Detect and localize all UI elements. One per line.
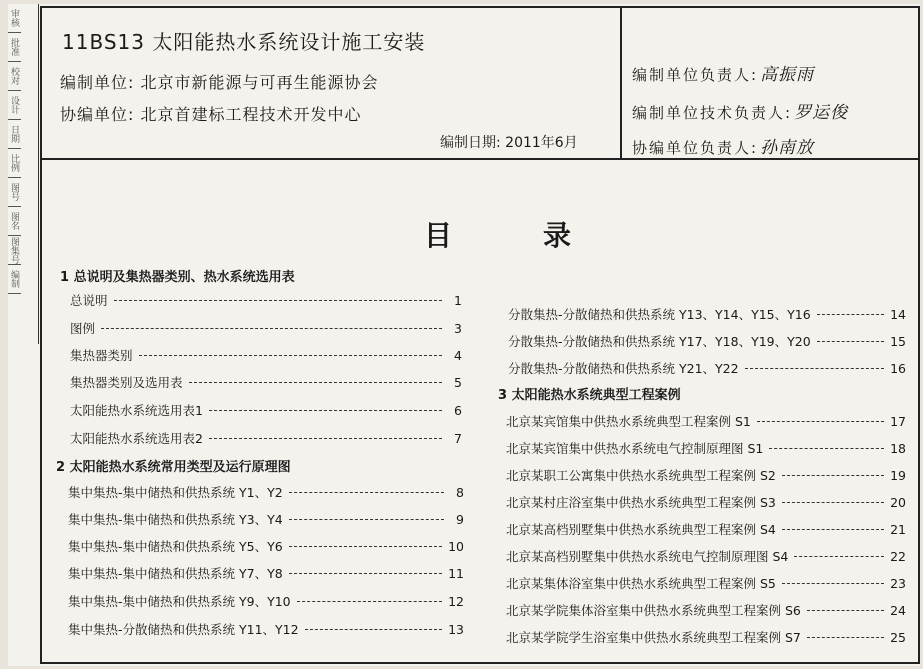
toc-entry-title: 集中集热-集中储热和供热系统 Y3、Y4 bbox=[68, 512, 283, 527]
toc-entry-page: 9 bbox=[456, 511, 464, 527]
person-row bbox=[632, 60, 814, 85]
toc-entry[interactable] bbox=[506, 546, 906, 566]
toc-entry-title: 北京某村庄浴室集中供热水系统典型工程案例 S3 bbox=[506, 495, 776, 510]
toc-entry-page: 14 bbox=[890, 306, 906, 322]
margin-label: 校对 bbox=[8, 62, 21, 91]
margin-label: 日期 bbox=[8, 120, 21, 149]
toc-entry-page: 4 bbox=[454, 347, 462, 363]
toc-entry[interactable] bbox=[68, 563, 464, 583]
signature: 高振雨 bbox=[760, 65, 815, 85]
toc-entry-page: 22 bbox=[890, 548, 906, 564]
co-edit-unit: 协编单位: 北京首建标工程技术开发中心 bbox=[60, 105, 362, 124]
toc-entry-title: 总说明 bbox=[70, 293, 108, 308]
person-row bbox=[632, 133, 814, 158]
toc-entry-title: 分散集热-分散储热和供热系统 Y21、Y22 bbox=[508, 361, 739, 376]
leader-dots bbox=[817, 341, 884, 342]
toc-entry-page: 24 bbox=[890, 602, 906, 618]
margin-label: 图集号 bbox=[9, 236, 19, 264]
toc-entry-page: 7 bbox=[454, 430, 462, 446]
toc-entry-title: 集热器类别 bbox=[70, 348, 133, 363]
toc-entry-title: 集中集热-集中储热和供热系统 Y1、Y2 bbox=[68, 485, 283, 500]
toc-entry[interactable] bbox=[68, 619, 464, 639]
toc-entry[interactable] bbox=[506, 465, 906, 485]
toc-entry-title: 太阳能热水系统选用表2 bbox=[70, 431, 203, 446]
toc-entry-page: 10 bbox=[448, 538, 464, 554]
toc-entry[interactable] bbox=[506, 411, 906, 431]
leader-dots bbox=[807, 610, 884, 611]
signature: 孙南放 bbox=[760, 138, 815, 158]
section-heading: 1 总说明及集热器类别、热水系统选用表 bbox=[60, 270, 295, 285]
person-role: 协编单位负责人: bbox=[632, 139, 759, 157]
person-row bbox=[632, 98, 848, 123]
toc-entry-page: 12 bbox=[448, 593, 464, 609]
toc-entry-page: 16 bbox=[890, 360, 906, 376]
toc-entry-page: 1 bbox=[454, 292, 462, 308]
toc-entry[interactable] bbox=[68, 591, 464, 611]
toc-entry-title: 图例 bbox=[70, 321, 96, 336]
binding-margin bbox=[8, 4, 39, 344]
toc-entry-title: 集中集热-集中储热和供热系统 Y7、Y8 bbox=[68, 566, 283, 581]
person-role: 编制单位负责人: bbox=[632, 66, 759, 84]
leader-dots bbox=[782, 502, 884, 503]
margin-label: 设计 bbox=[8, 91, 21, 120]
toc-entry[interactable] bbox=[508, 358, 906, 378]
toc-entry-page: 21 bbox=[890, 521, 906, 537]
leader-dots bbox=[807, 637, 884, 638]
leader-dots bbox=[189, 382, 442, 383]
person-role: 编制单位技术负责人: bbox=[632, 104, 793, 122]
leader-dots bbox=[114, 300, 442, 301]
toc-entry-title: 集中集热-分散储热和供热系统 Y11、Y12 bbox=[68, 622, 299, 637]
toc-entry[interactable] bbox=[68, 482, 464, 502]
margin-label: 批准 bbox=[8, 33, 21, 62]
toc-entry-title: 分散集热-分散储热和供热系统 Y17、Y18、Y19、Y20 bbox=[508, 334, 811, 349]
toc-entry-title: 北京某集体浴室集中供热水系统典型工程案例 S5 bbox=[506, 576, 776, 591]
leader-dots bbox=[289, 492, 444, 493]
margin-label: 编制 bbox=[8, 265, 21, 294]
toc-entry-page: 23 bbox=[890, 575, 906, 591]
drawing-frame bbox=[40, 6, 920, 664]
title-block-left bbox=[42, 8, 622, 158]
margin-label: 比例 bbox=[8, 149, 21, 178]
toc-title bbox=[424, 214, 572, 254]
leader-dots bbox=[757, 421, 884, 422]
toc-entry-title: 集中集热-集中储热和供热系统 Y5、Y6 bbox=[68, 539, 283, 554]
toc-entry-title: 北京某学院学生浴室集中供热水系统典型工程案例 S7 bbox=[506, 630, 801, 645]
leader-dots bbox=[289, 546, 442, 547]
leader-dots bbox=[209, 410, 442, 411]
toc-title-right: 录 bbox=[543, 219, 573, 252]
title-block bbox=[42, 8, 918, 160]
toc-entry-page: 25 bbox=[890, 629, 906, 645]
toc-entry-page: 20 bbox=[890, 494, 906, 510]
section-heading: 2 太阳能热水系统常用类型及运行原理图 bbox=[56, 460, 291, 475]
leader-dots bbox=[782, 529, 884, 530]
leader-dots bbox=[769, 448, 884, 449]
toc-entry[interactable] bbox=[70, 345, 462, 365]
toc-entry[interactable] bbox=[506, 573, 906, 593]
toc-entry-title: 北京某宾馆集中供热水系统典型工程案例 S1 bbox=[506, 414, 751, 429]
toc-entry[interactable] bbox=[506, 600, 906, 620]
toc-entry-page: 5 bbox=[454, 374, 462, 390]
toc-entry[interactable] bbox=[70, 290, 462, 310]
toc-entry-page: 13 bbox=[448, 621, 464, 637]
leader-dots bbox=[745, 368, 885, 369]
atlas-title: 11BS13 太阳能热水系统设计施工安装 bbox=[62, 30, 426, 54]
toc-entry[interactable] bbox=[508, 331, 906, 351]
toc-entry-page: 15 bbox=[890, 333, 906, 349]
toc-entry-page: 8 bbox=[456, 484, 464, 500]
toc-entry[interactable] bbox=[70, 372, 462, 392]
toc-entry-title: 集热器类别及选用表 bbox=[70, 375, 183, 390]
leader-dots bbox=[794, 556, 884, 557]
toc-entry-page: 18 bbox=[890, 440, 906, 456]
leader-dots bbox=[817, 314, 884, 315]
margin-label: 审核 bbox=[8, 4, 21, 33]
toc-entry-title: 北京某学院集体浴室集中供热水系统典型工程案例 S6 bbox=[506, 603, 801, 618]
toc-entry-page: 6 bbox=[454, 402, 462, 418]
toc-entry[interactable] bbox=[70, 318, 462, 338]
toc-entry[interactable] bbox=[506, 627, 906, 647]
section-heading: 3 太阳能热水系统典型工程案例 bbox=[498, 388, 681, 403]
toc-entry-title: 北京某职工公寓集中供热水系统典型工程案例 S2 bbox=[506, 468, 776, 483]
edit-date: 编制日期: 2011年6月 bbox=[440, 135, 578, 151]
toc-entry-title: 太阳能热水系统选用表1 bbox=[70, 403, 203, 418]
leader-dots bbox=[101, 328, 442, 329]
toc-entry-title: 北京某高档别墅集中供热水系统典型工程案例 S4 bbox=[506, 522, 776, 537]
leader-dots bbox=[289, 573, 442, 574]
signature: 罗运俊 bbox=[794, 103, 849, 123]
margin-label: 图名 bbox=[8, 207, 21, 236]
title-block-right bbox=[622, 8, 918, 158]
toc-entry[interactable] bbox=[506, 492, 906, 512]
toc-entry[interactable] bbox=[506, 438, 906, 458]
leader-dots bbox=[305, 629, 443, 630]
toc-entry-title: 集中集热-集中储热和供热系统 Y9、Y10 bbox=[68, 594, 291, 609]
toc-entry-page: 11 bbox=[448, 565, 464, 581]
leader-dots bbox=[782, 475, 884, 476]
toc-entry-title: 分散集热-分散储热和供热系统 Y13、Y14、Y15、Y16 bbox=[508, 307, 811, 322]
leader-dots bbox=[289, 519, 444, 520]
toc-entry-title: 北京某宾馆集中供热水系统电气控制原理图 S1 bbox=[506, 441, 764, 456]
toc-entry-page: 3 bbox=[454, 320, 462, 336]
toc-title-left: 目 bbox=[424, 219, 454, 252]
toc-entry[interactable] bbox=[68, 509, 464, 529]
leader-dots bbox=[782, 583, 884, 584]
toc-entry[interactable] bbox=[68, 536, 464, 556]
margin-label: 图号 bbox=[8, 178, 21, 207]
leader-dots bbox=[209, 438, 442, 439]
toc-entry[interactable] bbox=[70, 400, 462, 420]
edit-unit: 编制单位: 北京市新能源与可再生能源协会 bbox=[60, 73, 379, 92]
toc-entry[interactable] bbox=[508, 304, 906, 324]
toc-entry[interactable] bbox=[70, 428, 462, 448]
leader-dots bbox=[297, 601, 442, 602]
toc-entry-title: 北京某高档别墅集中供热水系统电气控制原理图 S4 bbox=[506, 549, 789, 564]
toc-entry-page: 19 bbox=[890, 467, 906, 483]
drawing-sheet bbox=[8, 4, 920, 666]
leader-dots bbox=[139, 355, 442, 356]
toc-entry-page: 17 bbox=[890, 413, 906, 429]
toc-entry[interactable] bbox=[506, 519, 906, 539]
